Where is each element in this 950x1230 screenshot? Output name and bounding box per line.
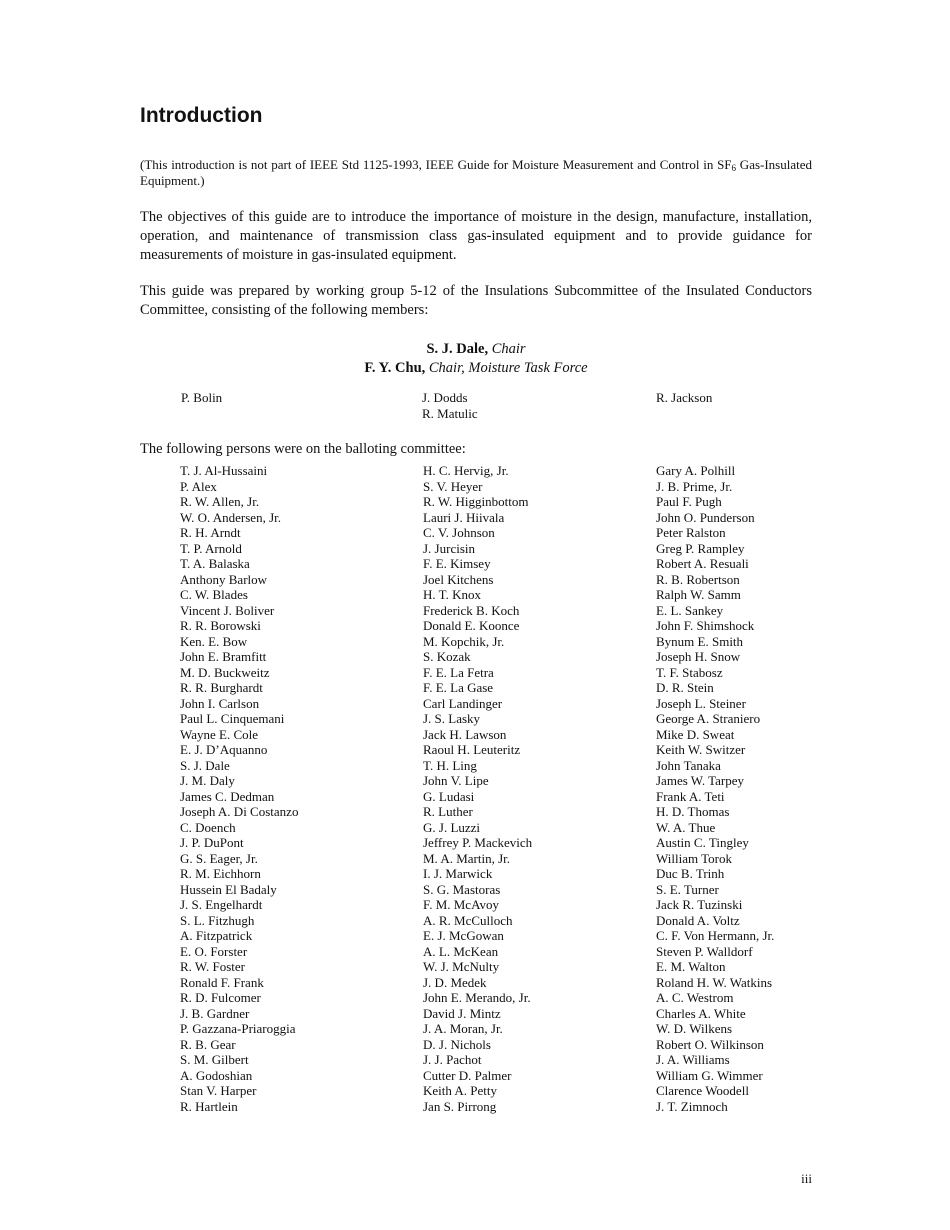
person-name: Lauri J. Hiivala — [423, 509, 505, 525]
chair-role: Chair — [491, 341, 526, 357]
person-name: S. V. Heyer — [423, 478, 483, 494]
person-name: C. Doench — [180, 819, 236, 835]
person-name: W. J. McNulty — [423, 959, 500, 974]
person-name: C. W. Blades — [180, 587, 248, 602]
ballot-column-3 — [656, 463, 774, 1114]
person-name: Charles A. White — [656, 1005, 746, 1021]
balloting-committee-list — [140, 463, 812, 1114]
working-group-paragraph: This guide was prepared by working group 5-12 of the Insulations Subcommittee of the Insulated Conductors Committee, consisting of the following members: — [140, 283, 812, 318]
person-name: Wayne E. Cole — [180, 726, 259, 742]
person-name: Bynum E. Smith — [656, 633, 744, 649]
person-name: Jack H. Lawson — [423, 726, 507, 742]
person-name: D. J. Nichols — [423, 1036, 491, 1052]
person-name: John E. Merando, Jr. — [423, 990, 531, 1005]
person-name: Joseph L. Steiner — [656, 695, 746, 711]
person-name: James C. Dedman — [180, 788, 275, 804]
person-name: Joel Kitchens — [423, 571, 494, 587]
person-name: W. D. Wilkens — [656, 1021, 733, 1036]
person-name: Ken. E. Bow — [180, 633, 248, 649]
person-name: David J. Mintz — [423, 1005, 501, 1021]
person-name: S. G. Mastoras — [423, 881, 501, 897]
person-name: J. B. Gardner — [180, 1005, 250, 1021]
members-column-2 — [422, 390, 478, 422]
person-name: C. V. Johnson — [423, 525, 495, 540]
person-name: William Torok — [656, 850, 732, 866]
person-name: Keith W. Switzer — [656, 742, 746, 757]
person-name: J. Dodds — [422, 390, 468, 405]
person-name: J. M. Daly — [180, 773, 235, 788]
person-name: J. B. Prime, Jr. — [656, 478, 733, 494]
person-name: S. E. Turner — [656, 881, 719, 897]
person-name: R. Jackson — [656, 390, 713, 405]
person-name: E. O. Forster — [180, 943, 248, 959]
person-name: Cutter D. Palmer — [423, 1067, 512, 1083]
person-name: G. J. Luzzi — [423, 819, 481, 835]
objectives-paragraph: The objectives of this guide are to introduce the importance of moisture in the design, manufacture, installation, operation, and maintenance of transmission class gas-insulated equipment and to provide guidance for measurements of moisture in gas-insulated equipment. — [140, 209, 812, 263]
person-name: W. A. Thue — [656, 819, 716, 835]
person-name: J. T. Zimnoch — [656, 1098, 728, 1114]
person-name: Joseph A. Di Costanzo — [180, 804, 299, 819]
person-name: Clarence Woodell — [656, 1083, 749, 1098]
person-name: John Tanaka — [656, 757, 721, 773]
person-name: Anthony Barlow — [180, 571, 268, 587]
person-name: Raoul H. Leuteritz — [423, 742, 521, 757]
person-name: R. Luther — [423, 804, 473, 819]
person-name: John O. Punderson — [656, 509, 755, 525]
person-name: Donald E. Koonce — [423, 618, 520, 633]
person-name: R. W. Higginbottom — [423, 494, 529, 509]
person-name: E. M. Walton — [656, 959, 726, 974]
person-name: Jeffrey P. Mackevich — [423, 835, 533, 850]
person-name: William G. Wimmer — [656, 1067, 763, 1083]
person-name: John F. Shimshock — [656, 618, 755, 633]
person-name: James W. Tarpey — [656, 773, 745, 788]
person-name: Mike D. Sweat — [656, 726, 735, 742]
section-heading: Introduction — [140, 104, 263, 127]
person-name: Hussein El Badaly — [180, 881, 277, 897]
person-name: I. J. Marwick — [423, 866, 493, 881]
person-name: E. L. Sankey — [656, 602, 724, 618]
person-name: Paul F. Pugh — [656, 494, 722, 509]
person-name: S. M. Gilbert — [180, 1052, 249, 1067]
person-name: M. D. Buckweitz — [180, 664, 270, 680]
person-name: R. M. Eichhorn — [180, 866, 261, 881]
person-name: Steven P. Walldorf — [656, 943, 753, 959]
person-name: R. B. Gear — [180, 1036, 236, 1052]
person-name: R. B. Robertson — [656, 571, 740, 587]
person-name: P. Bolin — [181, 390, 223, 405]
person-name: F. E. Kimsey — [423, 556, 491, 571]
person-name: T. F. Stabosz — [656, 664, 723, 680]
intro-note — [140, 157, 812, 189]
person-name: H. C. Hervig, Jr. — [423, 463, 509, 478]
members-column-1 — [181, 390, 222, 406]
person-name: J. P. DuPont — [180, 835, 244, 850]
person-name: P. Alex — [180, 478, 217, 494]
person-name: Ralph W. Samm — [656, 587, 741, 602]
person-name: Joseph H. Snow — [656, 649, 741, 664]
person-name: John I. Carlson — [180, 695, 260, 711]
person-name: G. Ludasi — [423, 788, 475, 804]
person-name: E. J. D’Aquanno — [180, 742, 268, 757]
person-name: Austin C. Tingley — [656, 835, 749, 850]
person-name: Robert O. Wilkinson — [656, 1036, 764, 1052]
person-name: A. Godoshian — [180, 1067, 253, 1083]
person-name: T. A. Balaska — [180, 556, 250, 571]
person-name: J. A. Williams — [656, 1052, 730, 1067]
chair-line — [140, 340, 812, 359]
person-name: P. Gazzana-Priaroggia — [180, 1021, 296, 1036]
person-name: G. S. Eager, Jr. — [180, 850, 258, 866]
person-name: R. R. Borowski — [180, 618, 261, 633]
person-name: S. L. Fitzhugh — [180, 912, 255, 928]
person-name: M. Kopchik, Jr. — [423, 633, 505, 649]
person-name: George A. Straniero — [656, 711, 761, 726]
person-name: Greg P. Rampley — [656, 540, 745, 556]
person-name: Vincent J. Boliver — [180, 602, 275, 618]
person-name: John V. Lipe — [423, 773, 489, 788]
person-name: Keith A. Petty — [423, 1083, 498, 1098]
person-name: W. O. Andersen, Jr. — [180, 509, 281, 525]
person-name: Ronald F. Frank — [180, 974, 264, 990]
person-name: C. F. Von Hermann, Jr. — [656, 928, 775, 943]
intro-note-text-end: Gas-Insulated Equipment.) — [140, 157, 812, 188]
person-name: F. M. McAvoy — [423, 897, 500, 912]
person-name: Roland H. W. Watkins — [656, 974, 773, 990]
working-group-members — [140, 390, 812, 422]
person-name: J. J. Pachot — [423, 1052, 482, 1067]
person-name: A. R. McCulloch — [423, 912, 513, 928]
person-name: Peter Ralston — [656, 525, 726, 540]
person-name: J. A. Moran, Jr. — [423, 1021, 503, 1036]
document-page — [140, 104, 812, 1114]
cochair-line — [140, 359, 812, 378]
person-name: Robert A. Resuali — [656, 556, 749, 571]
person-name: Frederick B. Koch — [423, 602, 520, 618]
person-name: Duc B. Trinh — [656, 866, 725, 881]
person-name: J. Jurcisin — [423, 540, 475, 556]
cochair-role: Chair, Moisture Task Force — [428, 360, 588, 376]
person-name: R. Matulic — [422, 406, 478, 421]
person-name: S. J. Dale — [180, 757, 230, 773]
person-name: M. A. Martin, Jr. — [423, 850, 511, 866]
person-name: A. L. McKean — [423, 943, 499, 959]
person-name: F. E. La Gase — [423, 680, 494, 695]
person-name: Gary A. Polhill — [656, 463, 736, 478]
person-name: S. Kozak — [423, 649, 471, 664]
person-name: F. E. La Fetra — [423, 664, 494, 680]
person-name: R. R. Burghardt — [180, 680, 263, 695]
chair-name: S. J. Dale, — [426, 341, 489, 357]
person-name: J. S. Lasky — [423, 711, 481, 726]
intro-note-text: (This introduction is not part of IEEE Std 1125-1993, IEEE Guide for Moisture Measurement and Control in SF — [140, 157, 732, 172]
person-name: A. Fitzpatrick — [180, 928, 253, 943]
person-name: J. D. Medek — [423, 974, 487, 990]
ballot-intro: The following persons were on the balloting committee: — [140, 441, 466, 457]
person-name: Jack R. Tuzinski — [656, 897, 743, 912]
person-name: T. P. Arnold — [180, 540, 242, 556]
person-name: R. Hartlein — [180, 1098, 238, 1114]
person-name: Donald A. Voltz — [656, 912, 740, 928]
person-name: R. D. Fulcomer — [180, 990, 261, 1005]
cochair-name: F. Y. Chu, — [364, 360, 426, 376]
page-number: iii — [801, 1171, 812, 1186]
person-name: Paul L. Cinquemani — [180, 711, 285, 726]
person-name: T. H. Ling — [423, 757, 477, 773]
person-name: D. R. Stein — [656, 680, 714, 695]
person-name: H. T. Knox — [423, 587, 482, 602]
person-name: T. J. Al-Hussaini — [180, 463, 268, 478]
chairs-block — [140, 340, 812, 378]
ballot-column-1 — [180, 463, 298, 1114]
person-name: A. C. Westrom — [656, 990, 734, 1005]
person-name: R. W. Allen, Jr. — [180, 494, 260, 509]
person-name: Carl Landinger — [423, 695, 503, 711]
intro-note-subscript: 6 — [731, 163, 737, 173]
person-name: R. W. Foster — [180, 959, 246, 974]
members-column-3 — [656, 390, 712, 406]
ballot-column-2 — [423, 463, 532, 1114]
person-name: Jan S. Pirrong — [423, 1098, 497, 1114]
person-name: J. S. Engelhardt — [180, 897, 263, 912]
person-name: E. J. McGowan — [423, 928, 504, 943]
person-name: H. D. Thomas — [656, 804, 730, 819]
person-name: Stan V. Harper — [180, 1083, 257, 1098]
person-name: R. H. Arndt — [180, 525, 241, 540]
person-name: Frank A. Teti — [656, 788, 725, 804]
person-name: John E. Bramfitt — [180, 649, 267, 664]
